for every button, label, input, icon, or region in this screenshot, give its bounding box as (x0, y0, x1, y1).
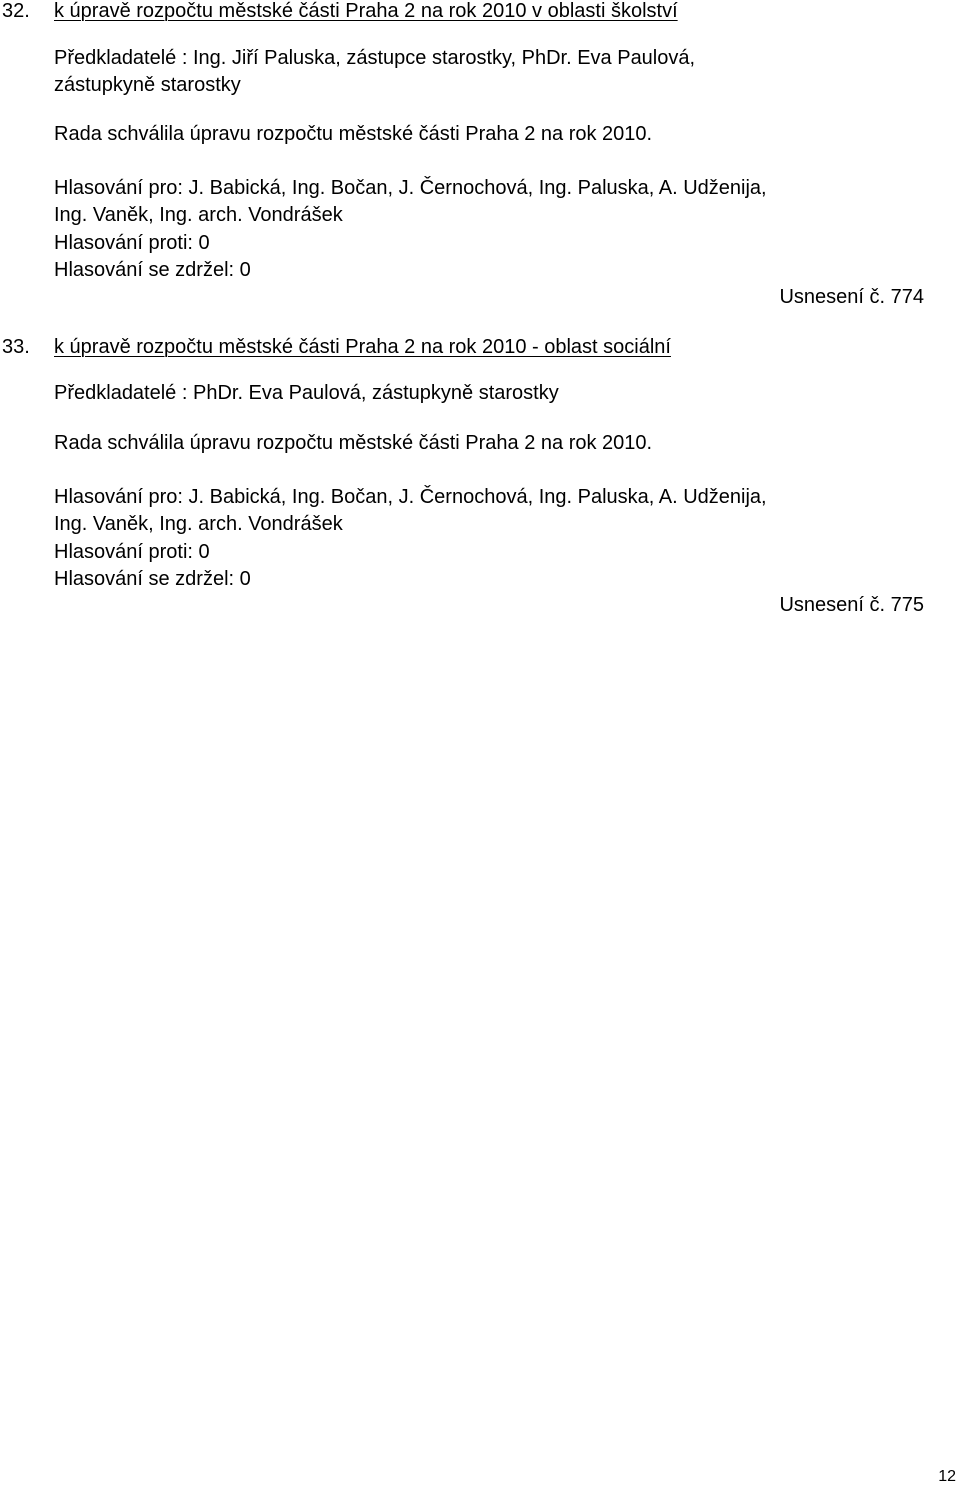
votes-abstain: Hlasování se zdržel: 0 (54, 568, 251, 590)
resolution-number: Usnesení č. 774 (779, 286, 924, 308)
votes-for-line-1: Hlasování pro: J. Babická, Ing. Bočan, J. Černochová, Ing. Paluska, A. Udženija, (54, 177, 767, 199)
votes-against: Hlasování proti: 0 (54, 541, 210, 563)
item-number: 32. (2, 0, 30, 22)
proposers-line-2: zástupkyně starostky (54, 74, 241, 96)
votes-against: Hlasování proti: 0 (54, 232, 210, 254)
page-number: 12 (938, 1468, 956, 1485)
votes-for-line-1: Hlasování pro: J. Babická, Ing. Bočan, J. Černochová, Ing. Paluska, A. Udženija, (54, 486, 767, 508)
item-number: 33. (2, 336, 30, 358)
decision-text: Rada schválila úpravu rozpočtu městské části Praha 2 na rok 2010. (54, 432, 653, 454)
votes-for-line-2: Ing. Vaněk, Ing. arch. Vondrášek (54, 204, 343, 226)
item-title: k úpravě rozpočtu městské části Praha 2 na rok 2010 - oblast sociální (54, 336, 671, 358)
votes-abstain: Hlasování se zdržel: 0 (54, 259, 251, 281)
votes-for-line-2: Ing. Vaněk, Ing. arch. Vondrášek (54, 513, 343, 535)
decision-text: Rada schválila úpravu rozpočtu městské části Praha 2 na rok 2010. (54, 123, 653, 145)
resolution-number: Usnesení č. 775 (779, 594, 924, 616)
proposers-line-1: Předkladatelé : Ing. Jiří Paluska, zástupce starostky, PhDr. Eva Paulová, (54, 47, 696, 69)
item-title: k úpravě rozpočtu městské části Praha 2 na rok 2010 v oblasti školství (54, 0, 678, 22)
proposers-line-1: Předkladatelé : PhDr. Eva Paulová, zástupkyně starostky (54, 382, 559, 404)
